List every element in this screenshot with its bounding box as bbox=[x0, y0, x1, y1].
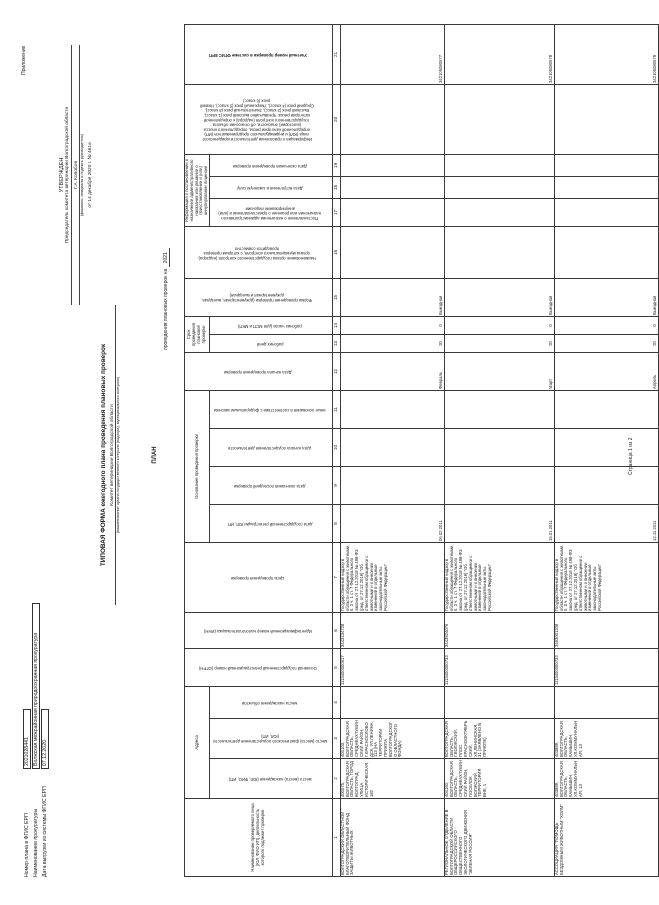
col-number: 1 bbox=[332, 799, 340, 877]
cell-start-date: Апрель bbox=[554, 352, 658, 390]
header-erp: Учетный номер проверки в системе ФГИС ЕРП bbox=[185, 24, 333, 84]
cell-addr-objects bbox=[340, 686, 444, 718]
header-addresses: Адреса bbox=[185, 686, 210, 798]
plan-year: 2021 bbox=[163, 248, 170, 267]
org-name: Комитет ветеринарии Волгоградской области bbox=[110, 305, 116, 605]
meta-block bbox=[22, 603, 49, 877]
meta-label: Наименование прокуратуры bbox=[32, 808, 39, 877]
meta-row bbox=[40, 603, 49, 877]
cell-hours: 0 bbox=[554, 316, 658, 334]
cell-risk-class bbox=[554, 84, 658, 154]
cell-addr-objects bbox=[444, 686, 554, 718]
cell-risk-b bbox=[554, 176, 658, 198]
cell-risk-a bbox=[444, 198, 554, 226]
header-risk-a: Постановление о назначении административного назначения или решение о приостановлении и (или) аннулировании лицензии bbox=[209, 198, 332, 226]
header-g-last: дата окончания последней проверки bbox=[209, 466, 332, 504]
header-row-group bbox=[185, 24, 210, 876]
table-row bbox=[554, 24, 658, 876]
cell-risk-class bbox=[444, 84, 554, 154]
header-term: Срок проведения плановой проверки bbox=[185, 316, 210, 352]
col-number: 8 bbox=[332, 504, 340, 542]
cell-g-other bbox=[444, 390, 554, 428]
cell-erp: 342105080578 bbox=[444, 24, 554, 84]
cell-hours: 0 bbox=[444, 316, 554, 334]
cell-goal: Государственный надзор в области обращения с животными, п. 3 ч. 1 ст. 7 Федерального закона от 27.12.2018 № 498-ФЗ (ред. от 27.12.2019) "Об ответственном обращении с животными и о внесении изменений в отдельные законодательные акты Российской Федерации" bbox=[340, 542, 444, 612]
cell-addr-activity: ВОЛГОГРАДСКАЯ ОБЛАСТЬ, Г.ВОЛЖСКИЙ, ПЛОС. КРАСНООКТЯБРЬСКИЙ, УЛ.ЛЕНИНСКАЯ, 31 (ЗАЯВЛЕНО В ПРИЮТЕ) bbox=[444, 719, 554, 759]
cell-g-other bbox=[554, 390, 658, 428]
cell-risk-b bbox=[444, 176, 554, 198]
cell-g-reg: 06.02.2011 bbox=[340, 504, 444, 542]
form-title: ТИПОВАЯ ФОРМА ежегодного плана проведения плановых проверок bbox=[100, 343, 107, 567]
cell-g-reg: 15.01.2011 bbox=[444, 504, 554, 542]
col-number: 17 bbox=[332, 198, 340, 226]
meta-row bbox=[31, 603, 40, 877]
cell-g-last bbox=[340, 466, 444, 504]
cell-addr-ul: 403889, ВОЛГОГРАДСКАЯ ОБЛАСТЬ, КАМЫШИН, УЛ.КОММУНАЛЬНАЯ, 13 bbox=[554, 759, 658, 799]
header-risk-class: Информация о присвоении деятельности юридического лица (ЮЛ) и индивидуального предпринимателя (ИП) определенной категории риска, определенного класса (категории) опасности, об отнесении объекта государственного контроля (надзора) к определенной категории риска: Чрезвычайно высокий риск (1 класс), Высокий риск (2 класс), Значительный риск (3 класс), Средний риск (4 класс), Умеренный риск (5 класс), Низкий риск (6 класс) bbox=[185, 84, 333, 154]
cell-g-start bbox=[340, 428, 444, 466]
cell-name: РЕГИОНАЛЬНОЕ ОТДЕЛЕНИЕ В ВОЛГОГРАДСКОЙ ОБЛАСТИ ОБЩЕРОССИЙСКОГО ОБЩЕСТВЕННОГО ЭКОЛОГИЧЕСКОГО ДВИЖЕНИЯ "ЗЕЛЕНАЯ РОССИЯ" bbox=[444, 799, 554, 877]
cell-form: Выездная bbox=[554, 278, 658, 316]
header-joint: Наименование органа государственного контроля (надзора), органа муниципального контроля, с которым проверка проводится совместно bbox=[185, 226, 333, 278]
cell-addr-activity: 403889, ВОЛГОГРАДСКАЯ ОБЛАСТЬ, КАМЫШИН, УЛ.КОММУНАЛЬНАЯ, 13 bbox=[554, 719, 658, 759]
cell-inn: 3443924076 bbox=[444, 612, 554, 648]
approval-position: Председатель комитета ветеринарии Волгоградской области bbox=[65, 45, 71, 305]
cell-days: 20 bbox=[340, 334, 444, 352]
col-number: 21 bbox=[332, 24, 340, 84]
cell-form: Выездная bbox=[340, 278, 444, 316]
cell-hours: 0 bbox=[340, 316, 444, 334]
cell-erp: 342105080579 bbox=[554, 24, 658, 84]
meta-label: Номер плана в ФГИС ЕРП bbox=[23, 813, 30, 877]
table-row bbox=[444, 24, 554, 876]
col-number: 9 bbox=[332, 466, 340, 504]
header-term-hours: рабочих часов (для МСП и МКП) bbox=[209, 316, 332, 334]
header-risk-b: Дата вступления в законную силу bbox=[209, 176, 332, 198]
header-grounds: Основание проведения проверки bbox=[185, 390, 210, 542]
cell-joint bbox=[444, 226, 554, 278]
col-number: 18 bbox=[332, 176, 340, 198]
col-number: 14 bbox=[332, 316, 340, 334]
header-risk-c: Дата окончания проведения проверки bbox=[209, 154, 332, 176]
header-form: Форма проведения проверки (документарная, выездная, документарная и выездная) bbox=[185, 278, 333, 316]
form-title-block bbox=[100, 305, 121, 605]
cell-risk-class bbox=[340, 84, 444, 154]
header-ogrn: Основной государственный регистрационный номер (ОГРН) bbox=[185, 648, 333, 686]
header-addr-ul: место (места) нахождения (ЮЛ, ФИО, ИП) bbox=[209, 759, 332, 799]
cell-g-reg: 12.11.2011 bbox=[554, 504, 658, 542]
cell-risk-c bbox=[444, 154, 554, 176]
plan-heading: ПЛАН bbox=[152, 446, 158, 464]
cell-g-start bbox=[554, 428, 658, 466]
col-number: 3 bbox=[332, 719, 340, 759]
header-name: Наименование проверяемого лица (ЮЛ, ФИО ИП), деятельность которого подлежит проверке bbox=[185, 799, 333, 877]
cell-g-last bbox=[554, 466, 658, 504]
cell-addr-activity: 404103, ВОЛГОГРАДСКАЯ ОБЛАСТЬ, СРЕДНЕАХТУБИНСКИЙ РАЙОН, Г.КРАСНОСЛОБОДСК, УЛ.ЛЕНИНА, 113 (НА ТЕРРИТОРИИ ПРИЮТА ВОЛГОГРАДСКОГО ОБЛАСТНОГО ФОНДА) bbox=[340, 719, 444, 759]
header-g-start: дата начала осуществления деятельности bbox=[209, 428, 332, 466]
header-addr-objects: места нахождения объектов bbox=[209, 686, 332, 718]
cell-risk-b bbox=[340, 176, 444, 198]
approval-header: УТВЕРЖДЕН bbox=[59, 157, 65, 193]
header-g-reg: дата государственной регистрации ЮЛ, ИП bbox=[209, 504, 332, 542]
approval-signer: Г.А. Колобов bbox=[74, 45, 80, 305]
plan-subtitle-row bbox=[164, 248, 169, 350]
col-number: 2 bbox=[332, 759, 340, 799]
prosecutor-name: Волжская межрайонная природоохранная прокуратура bbox=[32, 603, 40, 769]
cell-risk-a bbox=[340, 198, 444, 226]
cell-goal: Государственный надзор в области обращения с животными, п. 3 ч. 1 ст. 7 Федерального закона от 27.12.2018 № 498-ФЗ (ред. от 27.12.2019) "Об ответственном обращении с животными и о внесении изменений в отдельные законодательные акты Российской Федерации" bbox=[444, 542, 554, 612]
cell-name: АССОЦИАЦИЯ "ПОМОЩЬ БЕЗДОМНЫМ ЖИВОТНЫМ "ХОЛМ" bbox=[554, 799, 658, 877]
header-start-date: Дата начала проведения проверки bbox=[185, 352, 333, 390]
meta-row bbox=[22, 603, 31, 877]
cell-erp: 342105080577 bbox=[340, 24, 444, 84]
cell-days: 20 bbox=[444, 334, 554, 352]
cell-start-date: Февраль bbox=[340, 352, 444, 390]
org-caption: (наименование органа государственного контроля (надзора), муниципального контроля) bbox=[115, 376, 120, 534]
approval-signer-caption: (фамилия, инициалы и подпись руководителя) bbox=[80, 133, 85, 217]
col-number: 16 bbox=[332, 226, 340, 278]
cell-form: Выездная bbox=[444, 278, 554, 316]
appendix-label: Приложение bbox=[21, 45, 27, 75]
col-number: 19 bbox=[332, 154, 340, 176]
cell-addr-objects bbox=[554, 686, 658, 718]
cell-goal: Государственный надзор в области обращения с животными, п. 3 ч. 1 ст. 7 Федерального закона от 27.12.2018 № 498-ФЗ (ред. от 27.12.2019) "Об ответственном обращении с животными и о внесении изменений в отдельные законодательные акты Российской Федерации" bbox=[554, 542, 658, 612]
col-number: 7 bbox=[332, 542, 340, 612]
cell-ogrn: 1113400000733 bbox=[554, 648, 658, 686]
col-number: 4 bbox=[332, 686, 340, 718]
plan-number: 2021028441 bbox=[23, 709, 31, 769]
cell-name: ВОЛГОГРАДСКИЙ ОБЛАСТНОЙ БЛАГОТВОРИТЕЛЬНЫЙ ФОНД ЗАЩИТЫ ЖИВОТНЫХ bbox=[340, 799, 444, 877]
col-number: 13 bbox=[332, 334, 340, 352]
table-row bbox=[340, 24, 444, 876]
col-number: 12 bbox=[332, 352, 340, 390]
col-number: 6 bbox=[332, 612, 340, 648]
approval-date: от 14 декабря 2020 г. № 461а bbox=[87, 142, 93, 208]
cell-inn: 3453001208 bbox=[554, 612, 658, 648]
col-number: 11 bbox=[332, 390, 340, 428]
header-term-days: рабочих дней bbox=[209, 334, 332, 352]
header-g-other: иные основания в соответствии с федеральным законом bbox=[209, 390, 332, 428]
cell-g-start bbox=[444, 428, 554, 466]
header-risk: Информация о постановлении о назначении административного наказания или решении о приостановлении и (или) аннулировании лицензии bbox=[185, 154, 210, 226]
col-number: 15 bbox=[332, 278, 340, 316]
plan-subtitle: проведения плановых проверок на bbox=[163, 268, 169, 350]
cell-start-date: Март bbox=[444, 352, 554, 390]
col-number: 20 bbox=[332, 84, 340, 154]
header-addr-activity: место (места) фактического осуществления деятельности (ЮЛ, ИП) bbox=[209, 719, 332, 759]
meta-label: Дата выгрузки из системы ФГИС ЕРП bbox=[41, 786, 48, 877]
cell-inn: 3443134728 bbox=[340, 612, 444, 648]
approval-block bbox=[60, 45, 93, 305]
cell-days: 20 bbox=[554, 334, 658, 352]
cell-ogrn: 1113400000617 bbox=[340, 648, 444, 686]
export-date: 07.12.2020 bbox=[41, 709, 49, 769]
cell-joint bbox=[554, 226, 658, 278]
cell-g-last bbox=[444, 466, 554, 504]
cell-risk-a bbox=[554, 198, 658, 226]
plan-table bbox=[184, 24, 659, 877]
cell-g-other bbox=[340, 390, 444, 428]
header-inn: Идентификационный номер налогоплательщика (ИНН) bbox=[185, 612, 333, 648]
col-number: 10 bbox=[332, 428, 340, 466]
cell-risk-c bbox=[554, 154, 658, 176]
page-footer: Страница 1 из 2 bbox=[628, 437, 634, 475]
cell-addr-ul: 404160, ВОЛГОГРАДСКАЯ ОБЛАСТЬ, СРЕДНЕАХТУБИНСКИЙ РАЙОН, ПОСЕЛОК ВОЛЖСКИЙ, ТЕРРИТОРИЯ ВНЕ, 1 bbox=[444, 759, 554, 799]
cell-addr-ul: 400075, ВОЛГОГРАДСКАЯ ОБЛАСТЬ, ГОРОД ВОЛГОГРАД, УЛИЦА ИСТОРИЧЕСКАЯ, 182 bbox=[340, 759, 444, 799]
col-number: 5 bbox=[332, 648, 340, 686]
cell-ogrn: 1113400000733 bbox=[444, 648, 554, 686]
cell-joint bbox=[340, 226, 444, 278]
header-goal: Цель проведения проверки bbox=[185, 542, 333, 612]
cell-risk-c bbox=[340, 154, 444, 176]
